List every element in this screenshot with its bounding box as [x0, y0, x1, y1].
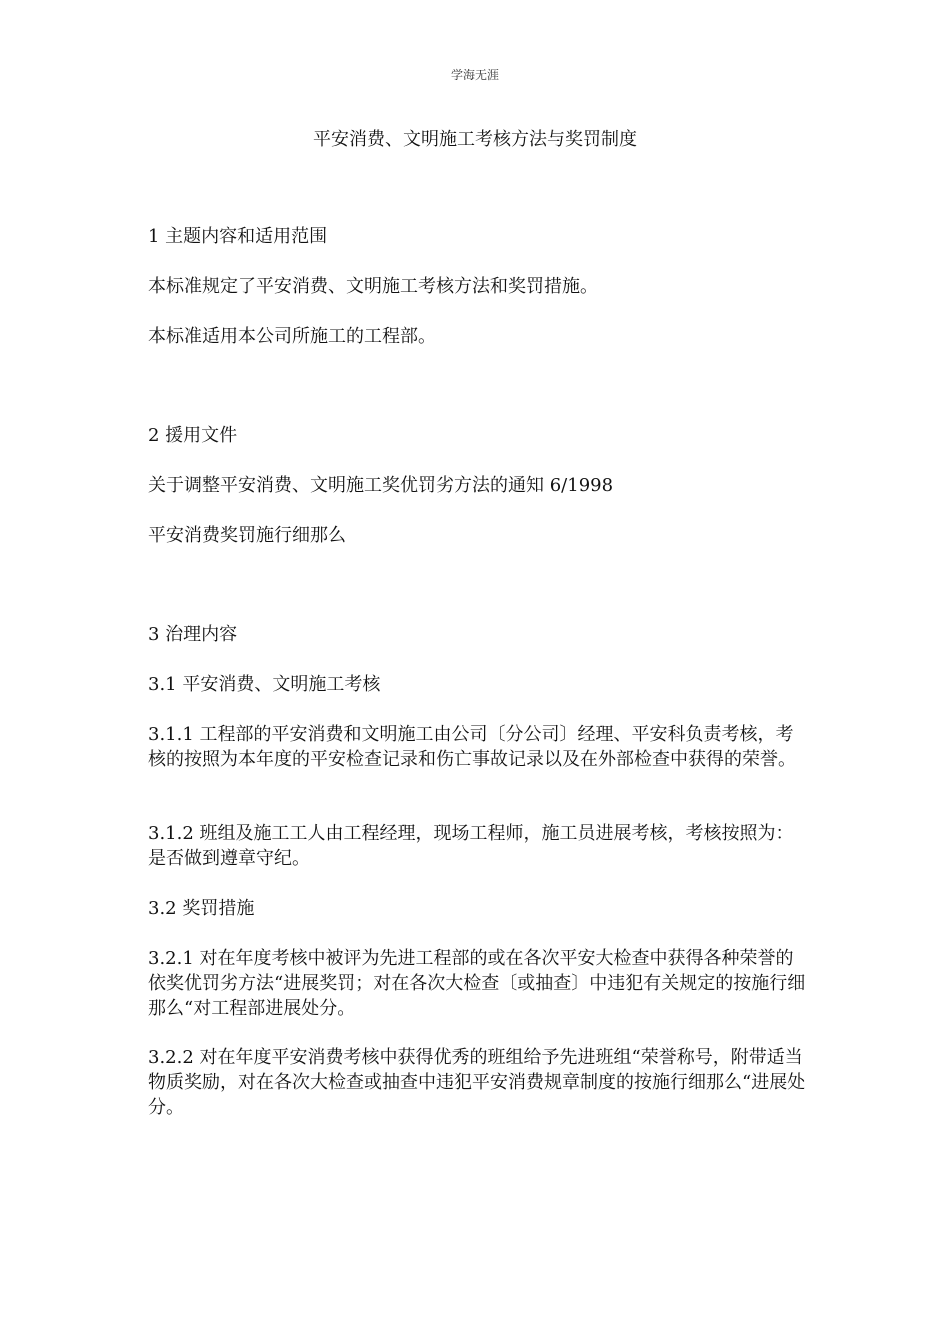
paragraph-3-1-2: 3.1.2 班组及施工工人由工程经理，现场工程师，施工员进展考核，考核按照为：是否做到遵章守纪。 [148, 823, 794, 869]
section-2-paragraph-2: 平安消费奖罚施行细那么 [148, 525, 346, 546]
page-header: 学海无涯 [450, 68, 499, 82]
section-1-heading: 1 主题内容和适用范围 [148, 226, 328, 247]
subsection-3-2-heading: 3.2 奖罚措施 [148, 898, 255, 919]
section-1-paragraph-1: 本标准规定了平安消费、文明施工考核方法和奖罚措施。 [148, 276, 598, 297]
paragraph-3-1-1: 3.1.1 工程部的平安消费和文明施工由公司〔分公司〕经理、平安科负责考核，考核的按照为本年度的平安检查记录和伤亡事故记录以及在外部检查中获得的荣誉。 [148, 724, 796, 770]
section-2-paragraph-1: 关于调整平安消费、文明施工奖优罚劣方法的通知 6/1998 [148, 475, 614, 496]
section-2-heading: 2 援用文件 [148, 425, 238, 446]
paragraph-3-2-2: 3.2.2 对在年度平安消费考核中获得优秀的班组给予先进班组“荣誉称号，附带适当物质奖励，对在各次大检查或抽查中违犯平安消费规章制度的按施行细那么“进展处分。 [148, 1047, 806, 1118]
section-3-heading: 3 治理内容 [148, 624, 238, 645]
section-1-paragraph-2: 本标准适用本公司所施工的工程部。 [148, 326, 436, 347]
document-title: 平安消费、文明施工考核方法与奖罚制度 [313, 129, 637, 150]
paragraph-3-2-1: 3.2.1 对在年度考核中被评为先进工程部的或在各次平安大检查中获得各种荣誉的依奖优罚劣方法“进展奖罚；对在各次大检查〔或抽查〕中违犯有关规定的按施行细那么“对工程部进展处分。 [148, 948, 806, 1019]
subsection-3-1-heading: 3.1 平安消费、文明施工考核 [148, 674, 381, 695]
